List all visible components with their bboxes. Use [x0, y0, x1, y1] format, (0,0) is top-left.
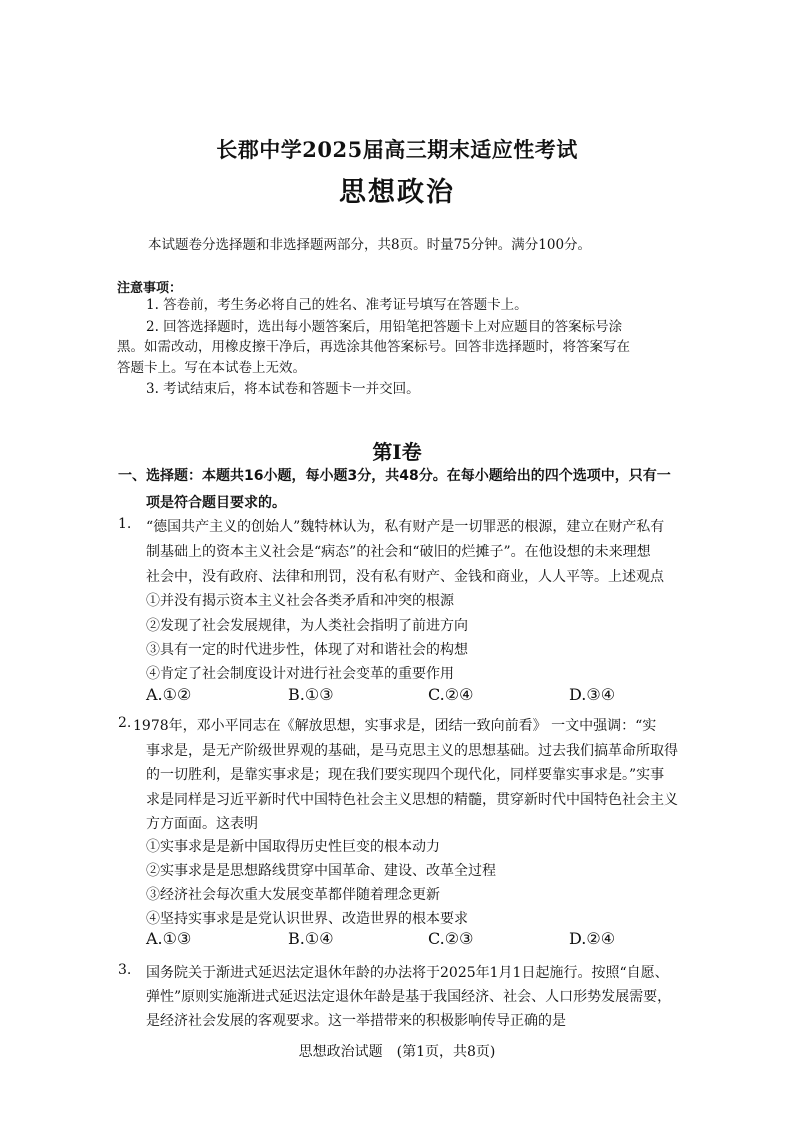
question-text-line: 的一切胜利，是靠实事求是；现在我们要实现四个现代化，同样要靠实事求是。”实事: [146, 767, 665, 783]
statement-option: ②实事求是是思想路线贯穿中国革命、建设、改革全过程: [146, 863, 496, 879]
question-text-line: 1978年，邓小平同志在《解放思想，实事求是，团结一致向前看》 一文中强调：“实: [133, 718, 657, 734]
notes-line: 3. 考试结束后，将本试卷和答题卡一并交回。: [146, 381, 420, 397]
answer-choice-d: D.②④: [569, 929, 616, 948]
statement-option: ①实事求是是新中国取得历史性巨变的根本动力: [146, 839, 440, 855]
question-number: 1.: [118, 516, 132, 532]
question-text-line: 国务院关于渐进式延迟法定退休年龄的办法将于2025年1月1日起施行。按照“自愿、: [146, 965, 669, 981]
question-text-line: 社会中，没有政府、法律和刑罚，没有私有财产、金钱和商业，人人平等。上述观点: [146, 569, 664, 585]
question-number: 3.: [118, 962, 132, 978]
notes-line: 答题卡上。写在本试卷上无效。: [117, 360, 306, 376]
part-title: 第I卷: [372, 440, 422, 464]
notes-heading: 注意事项：: [117, 281, 183, 296]
question-text-line: 弹性”原则实施渐进式延迟法定退休年龄是基于我国经济、社会、人口形势发展需要，: [146, 989, 672, 1005]
answer-choice-c: C.②③: [428, 929, 474, 948]
notes-line: 2. 回答选择题时，选出每小题答案后，用铅笔把答题卡上对应题目的答案标号涂: [146, 319, 623, 335]
answer-choice-c: C.②④: [428, 685, 474, 704]
statement-option: ①并没有揭示资本主义社会各类矛盾和冲突的根源: [146, 593, 454, 609]
statement-option: ③具有一定的时代进步性，体现了对和谐社会的构想: [146, 642, 468, 658]
statement-option: ④肯定了社会制度设计对进行社会变革的重要作用: [146, 666, 454, 682]
question-text-line: “德国共产主义的创始人”魏特林认为，私有财产是一切罪恶的根源，建立在财产私有: [146, 519, 665, 535]
question-text-line: 是经济社会发展的客观要求。这一举措带来的积极影响传导正确的是: [146, 1013, 566, 1029]
section-line: 项是符合题目要求的。: [146, 495, 286, 511]
page-footer: 思想政治试题 (第1页，共8页): [298, 1044, 496, 1060]
exam-intro: 本试题卷分选择题和非选择题两部分，共8页。时量75分钟。满分100分。: [148, 237, 592, 253]
statement-option: ④坚持实事求是是党认识世界、改造世界的根本要求: [146, 911, 468, 927]
question-text-line: 求是同样是习近平新时代中国特色社会主义思想的精髓，贯穿新时代中国特色社会主义: [146, 792, 678, 808]
answer-choice-a: A.①②: [146, 685, 192, 704]
question-text-line: 制基础上的资本主义社会是“病态”的社会和“破旧的烂摊子”。在他设想的未来理想: [146, 544, 651, 560]
answer-choice-d: D.③④: [569, 685, 616, 704]
statement-option: ③经济社会每次重大发展变革都伴随着理念更新: [146, 887, 440, 903]
school-exam-title: 长郡中学2025届高三期末适应性考试: [216, 137, 578, 162]
answer-choice-b: B.①③: [288, 685, 334, 704]
statement-option: ②发现了社会发展规律，为人类社会指明了前进方向: [146, 618, 468, 634]
notes-line: 黑。如需改动，用橡皮擦干净后，再选涂其他答案标号。回答非选择题时，将答案写在: [117, 339, 630, 355]
answer-choice-a: A.①③: [146, 929, 192, 948]
answer-choice-b: B.①④: [288, 929, 334, 948]
subject-title: 思想政治: [339, 177, 455, 208]
question-text-line: 事求是，是无产阶级世界观的基础，是马克思主义的思想基础。过去我们搞革命所取得: [146, 743, 678, 759]
question-number: 2.: [118, 715, 132, 731]
notes-line: 1. 答卷前，考生务必将自己的姓名、准考证号填写在答题卡上。: [146, 297, 528, 313]
section-line: 一、选择题：本题共16小题，每小题3分，共48分。在每小题给出的四个选项中，只有一: [118, 468, 671, 484]
question-text-line: 方方面面。这表明: [146, 816, 258, 832]
